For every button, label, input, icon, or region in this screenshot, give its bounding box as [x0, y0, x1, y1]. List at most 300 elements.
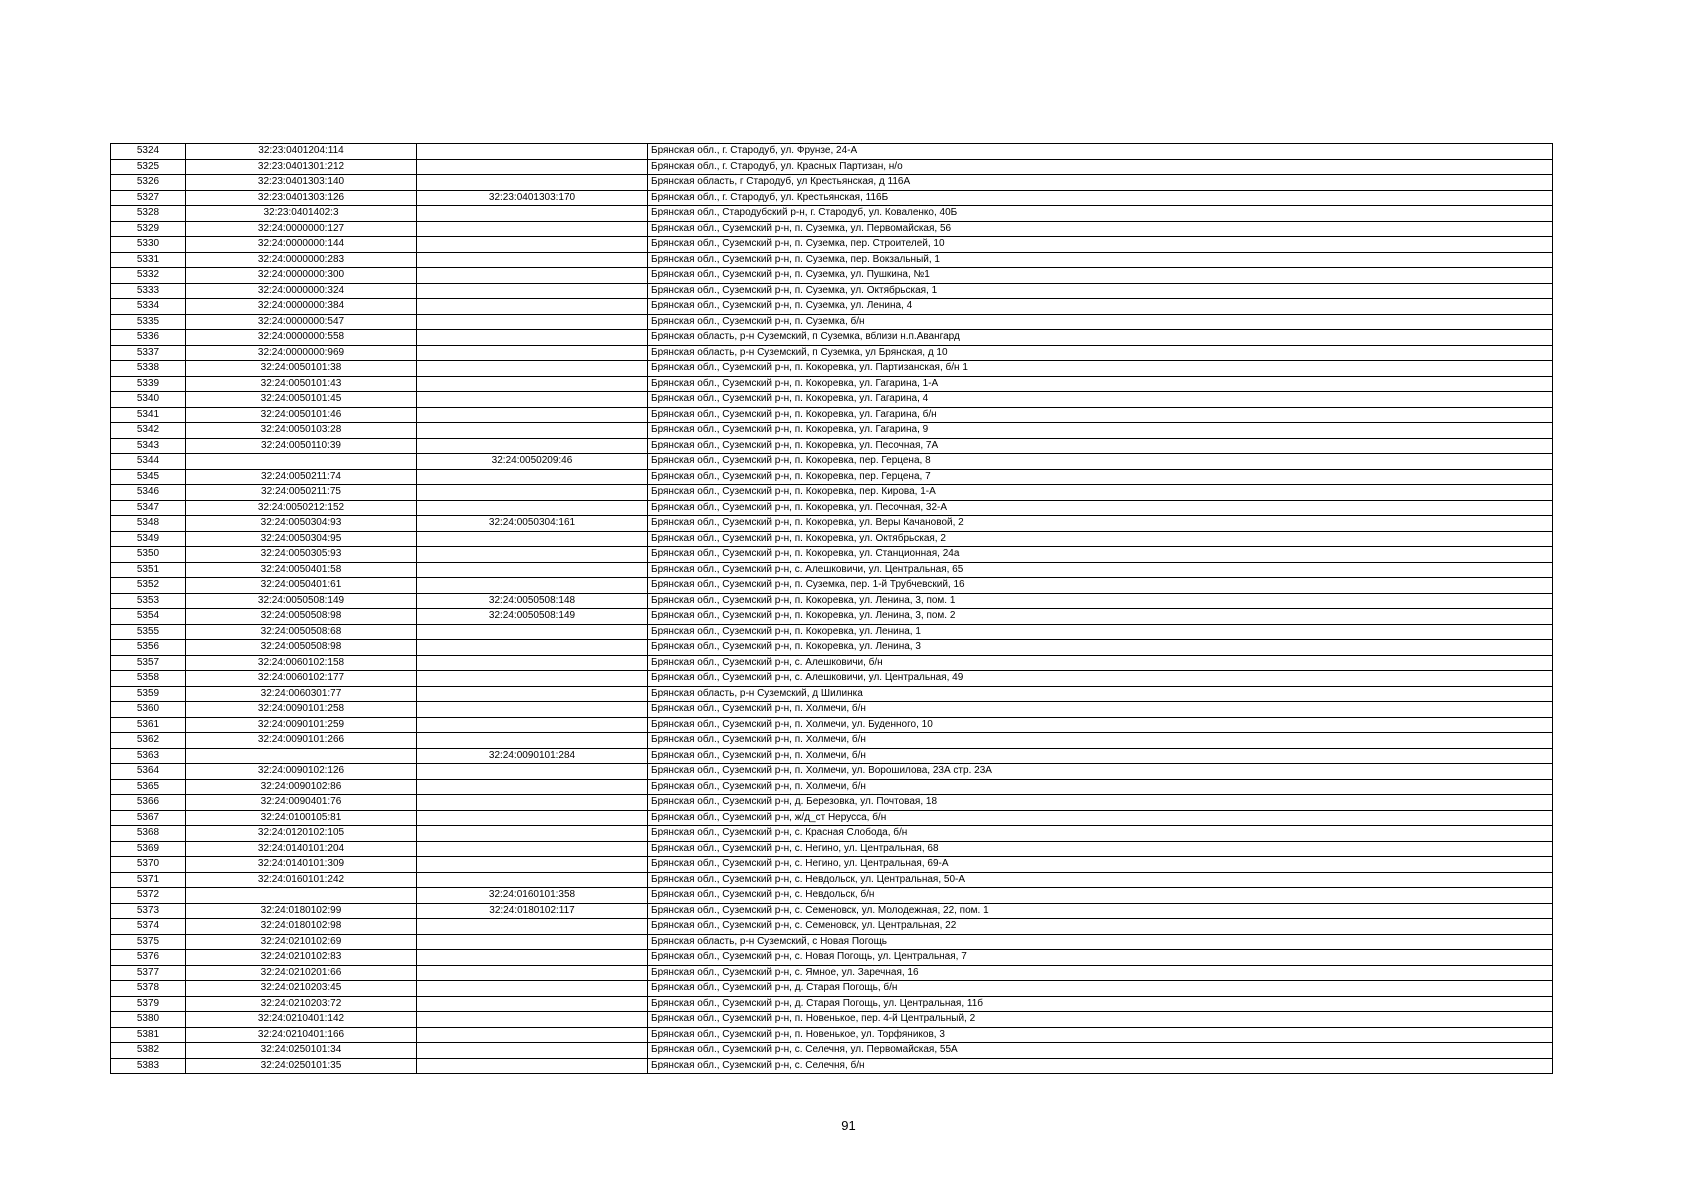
table-row	[111, 640, 1553, 656]
related-cadastral-number-cell	[417, 919, 648, 935]
address-cell: Брянская обл., Суземский р-н, п. Суземка, ул. Октябрьская, 1	[648, 283, 1553, 299]
row-number-cell: 5335	[111, 314, 186, 330]
address-cell: Брянская обл., Суземский р-н, ж/д_ст Неруссa, б/н	[648, 810, 1553, 826]
table-row	[111, 1012, 1553, 1028]
cadastral-number-cell: 32:24:0050508:98	[186, 640, 417, 656]
row-number-cell: 5369	[111, 841, 186, 857]
row-number-cell: 5342	[111, 423, 186, 439]
address-cell: Брянская обл., Суземский р-н, п. Кокоревка, пер. Герцена, 8	[648, 454, 1553, 470]
row-number-cell: 5357	[111, 655, 186, 671]
row-number-cell: 5340	[111, 392, 186, 408]
related-cadastral-number-cell	[417, 392, 648, 408]
related-cadastral-number-cell	[417, 702, 648, 718]
related-cadastral-number-cell	[417, 423, 648, 439]
table-row	[111, 392, 1553, 408]
table-row	[111, 826, 1553, 842]
table-row	[111, 345, 1553, 361]
cadastral-number-cell: 32:24:0090101:266	[186, 733, 417, 749]
related-cadastral-number-cell	[417, 934, 648, 950]
table-row	[111, 779, 1553, 795]
cadastral-number-cell: 32:24:0210102:69	[186, 934, 417, 950]
row-number-cell: 5376	[111, 950, 186, 966]
cadastral-number-cell	[186, 888, 417, 904]
row-number-cell: 5349	[111, 531, 186, 547]
table-row	[111, 593, 1553, 609]
related-cadastral-number-cell: 32:24:0090101:284	[417, 748, 648, 764]
table-row	[111, 903, 1553, 919]
table-row	[111, 252, 1553, 268]
cadastral-number-cell: 32:24:0210203:72	[186, 996, 417, 1012]
row-number-cell: 5346	[111, 485, 186, 501]
row-number-cell: 5338	[111, 361, 186, 377]
table-row	[111, 888, 1553, 904]
table-row	[111, 764, 1553, 780]
table-row	[111, 500, 1553, 516]
address-cell: Брянская обл., Суземский р-н, п. Суземка, ул. Пушкина, №1	[648, 268, 1553, 284]
address-cell: Брянская обл., Суземский р-н, п. Кокоревка, ул. Гагарина, 4	[648, 392, 1553, 408]
row-number-cell: 5326	[111, 175, 186, 191]
cadastral-number-cell: 32:24:0050101:43	[186, 376, 417, 392]
row-number-cell: 5339	[111, 376, 186, 392]
address-cell: Брянская обл., Суземский р-н, с. Ямное, ул. Заречная, 16	[648, 965, 1553, 981]
row-number-cell: 5336	[111, 330, 186, 346]
related-cadastral-number-cell: 32:24:0160101:358	[417, 888, 648, 904]
cadastral-number-cell: 32:24:0000000:300	[186, 268, 417, 284]
table-row	[111, 376, 1553, 392]
cadastral-number-cell: 32:24:0210401:142	[186, 1012, 417, 1028]
table-row	[111, 934, 1553, 950]
address-cell: Брянская обл., Суземский р-н, п. Суземка, пер. Вокзальный, 1	[648, 252, 1553, 268]
row-number-cell: 5356	[111, 640, 186, 656]
table-row	[111, 810, 1553, 826]
cadastral-number-cell: 32:24:0050401:61	[186, 578, 417, 594]
cadastral-number-cell: 32:24:0210203:45	[186, 981, 417, 997]
related-cadastral-number-cell	[417, 1058, 648, 1074]
address-cell: Брянская обл., Суземский р-н, п. Новенькое, пер. 4-й Центральный, 2	[648, 1012, 1553, 1028]
address-cell: Брянская обл., Суземский р-н, п. Холмечи, б/н	[648, 748, 1553, 764]
cadastral-number-cell: 32:24:0210401:166	[186, 1027, 417, 1043]
row-number-cell: 5355	[111, 624, 186, 640]
address-cell: Брянская обл., Суземский р-н, п. Суземка, пер. 1-й Трубчевский, 16	[648, 578, 1553, 594]
row-number-cell: 5363	[111, 748, 186, 764]
related-cadastral-number-cell	[417, 268, 648, 284]
row-number-cell: 5371	[111, 872, 186, 888]
address-cell: Брянская обл., Суземский р-н, п. Кокоревка, ул. Веры Качановой, 2	[648, 516, 1553, 532]
row-number-cell: 5352	[111, 578, 186, 594]
address-cell: Брянская обл., Суземский р-н, п. Холмечи, б/н	[648, 779, 1553, 795]
address-cell: Брянская обл., Суземский р-н, п. Кокоревка, ул. Ленина, 3	[648, 640, 1553, 656]
table-row	[111, 609, 1553, 625]
address-cell: Брянская обл., Суземский р-н, д. Березовка, ул. Почтовая, 18	[648, 795, 1553, 811]
row-number-cell: 5343	[111, 438, 186, 454]
related-cadastral-number-cell	[417, 469, 648, 485]
related-cadastral-number-cell	[417, 624, 648, 640]
address-cell: Брянская обл., Суземский р-н, п. Холмечи, б/н	[648, 733, 1553, 749]
row-number-cell: 5354	[111, 609, 186, 625]
related-cadastral-number-cell	[417, 826, 648, 842]
address-cell: Брянская обл., Суземский р-н, п. Кокоревка, пер. Кирова, 1-А	[648, 485, 1553, 501]
row-number-cell: 5379	[111, 996, 186, 1012]
table-row	[111, 485, 1553, 501]
row-number-cell: 5381	[111, 1027, 186, 1043]
related-cadastral-number-cell	[417, 485, 648, 501]
related-cadastral-number-cell	[417, 578, 648, 594]
table-row	[111, 221, 1553, 237]
cadastral-number-cell: 32:24:0050508:149	[186, 593, 417, 609]
property-table-body	[111, 144, 1553, 1074]
row-number-cell: 5347	[111, 500, 186, 516]
cadastral-number-cell: 32:24:0000000:127	[186, 221, 417, 237]
cadastral-number-cell	[186, 454, 417, 470]
related-cadastral-number-cell	[417, 810, 648, 826]
address-cell: Брянская обл., Суземский р-н, с. Семеновск, ул. Центральная, 22	[648, 919, 1553, 935]
cadastral-number-cell: 32:24:0050101:38	[186, 361, 417, 377]
table-row	[111, 423, 1553, 439]
address-cell: Брянская обл., Суземский р-н, п. Холмечи, ул. Ворошилова, 23А стр. 23А	[648, 764, 1553, 780]
address-cell: Брянская обл., Суземский р-н, с. Селечня, ул. Первомайская, 55А	[648, 1043, 1553, 1059]
table-row	[111, 1043, 1553, 1059]
related-cadastral-number-cell: 32:24:0050508:148	[417, 593, 648, 609]
address-cell: Брянская обл., Суземский р-н, д. Старая Погощь, ул. Центральная, 11б	[648, 996, 1553, 1012]
table-row	[111, 438, 1553, 454]
address-cell: Брянская обл., Суземский р-н, с. Селечня, б/н	[648, 1058, 1553, 1074]
related-cadastral-number-cell	[417, 1043, 648, 1059]
cadastral-number-cell: 32:24:0140101:309	[186, 857, 417, 873]
row-number-cell: 5350	[111, 547, 186, 563]
related-cadastral-number-cell	[417, 221, 648, 237]
table-row	[111, 175, 1553, 191]
cadastral-number-cell: 32:24:0050110:39	[186, 438, 417, 454]
address-cell: Брянская обл., Суземский р-н, с. Негино, ул. Центральная, 69-А	[648, 857, 1553, 873]
row-number-cell: 5330	[111, 237, 186, 253]
cadastral-number-cell: 32:24:0050304:95	[186, 531, 417, 547]
row-number-cell: 5373	[111, 903, 186, 919]
table-row	[111, 469, 1553, 485]
related-cadastral-number-cell: 32:24:0180102:117	[417, 903, 648, 919]
row-number-cell: 5380	[111, 1012, 186, 1028]
related-cadastral-number-cell	[417, 671, 648, 687]
table-row	[111, 872, 1553, 888]
table-row	[111, 330, 1553, 346]
cadastral-number-cell: 32:24:0000000:324	[186, 283, 417, 299]
page-number: 91	[841, 1118, 856, 1133]
cadastral-number-cell: 32:24:0050305:93	[186, 547, 417, 563]
row-number-cell: 5362	[111, 733, 186, 749]
table-row	[111, 733, 1553, 749]
cadastral-number-cell: 32:24:0000000:547	[186, 314, 417, 330]
address-cell: Брянская обл., Суземский р-н, с. Новая Погощь, ул. Центральная, 7	[648, 950, 1553, 966]
cadastral-number-cell: 32:24:0050101:45	[186, 392, 417, 408]
table-row	[111, 547, 1553, 563]
row-number-cell: 5332	[111, 268, 186, 284]
row-number-cell: 5334	[111, 299, 186, 315]
address-cell: Брянская обл., Суземский р-н, с. Красная Слобода, б/н	[648, 826, 1553, 842]
address-cell: Брянская обл., Суземский р-н, п. Суземка, пер. Строителей, 10	[648, 237, 1553, 253]
table-row	[111, 950, 1553, 966]
row-number-cell: 5358	[111, 671, 186, 687]
row-number-cell: 5364	[111, 764, 186, 780]
cadastral-number-cell: 32:24:0090102:126	[186, 764, 417, 780]
related-cadastral-number-cell: 32:24:0050304:161	[417, 516, 648, 532]
row-number-cell: 5344	[111, 454, 186, 470]
table-row	[111, 1058, 1553, 1074]
related-cadastral-number-cell	[417, 857, 648, 873]
cadastral-number-cell: 32:24:0050211:74	[186, 469, 417, 485]
row-number-cell: 5331	[111, 252, 186, 268]
row-number-cell: 5372	[111, 888, 186, 904]
address-cell: Брянская область, г Стародуб, ул Крестьянская, д 116А	[648, 175, 1553, 191]
table-row	[111, 981, 1553, 997]
related-cadastral-number-cell	[417, 640, 648, 656]
cadastral-number-cell: 32:24:0160101:242	[186, 872, 417, 888]
related-cadastral-number-cell	[417, 965, 648, 981]
cadastral-number-cell: 32:24:0180102:99	[186, 903, 417, 919]
table-row	[111, 795, 1553, 811]
row-number-cell: 5329	[111, 221, 186, 237]
address-cell: Брянская обл., Стародубский р-н, г. Стародуб, ул. Коваленко, 40Б	[648, 206, 1553, 222]
address-cell: Брянская область, р-н Суземский, с Новая Погощь	[648, 934, 1553, 950]
related-cadastral-number-cell	[417, 345, 648, 361]
cadastral-number-cell: 32:24:0060102:158	[186, 655, 417, 671]
table-row	[111, 531, 1553, 547]
table-row	[111, 686, 1553, 702]
cadastral-number-cell: 32:24:0060301:77	[186, 686, 417, 702]
related-cadastral-number-cell	[417, 361, 648, 377]
row-number-cell: 5324	[111, 144, 186, 160]
table-row	[111, 655, 1553, 671]
row-number-cell: 5337	[111, 345, 186, 361]
related-cadastral-number-cell	[417, 175, 648, 191]
address-cell: Брянская обл., Суземский р-н, п. Кокоревка, ул. Ленина, 3, пом. 1	[648, 593, 1553, 609]
table-row	[111, 190, 1553, 206]
cadastral-number-cell: 32:24:0050304:93	[186, 516, 417, 532]
row-number-cell: 5375	[111, 934, 186, 950]
address-cell: Брянская область, р-н Суземский, п Суземка, ул Брянская, д 10	[648, 345, 1553, 361]
table-row	[111, 454, 1553, 470]
row-number-cell: 5361	[111, 717, 186, 733]
related-cadastral-number-cell: 32:23:0401303:170	[417, 190, 648, 206]
cadastral-number-cell: 32:24:0090101:259	[186, 717, 417, 733]
related-cadastral-number-cell	[417, 1027, 648, 1043]
table-row	[111, 841, 1553, 857]
related-cadastral-number-cell	[417, 795, 648, 811]
table-row	[111, 314, 1553, 330]
address-cell: Брянская обл., г. Стародуб, ул. Красных Партизан, н/о	[648, 159, 1553, 175]
table-row	[111, 965, 1553, 981]
address-cell: Брянская обл., Суземский р-н, с. Алешковичи, ул. Центральная, 65	[648, 562, 1553, 578]
cadastral-number-cell: 32:24:0000000:144	[186, 237, 417, 253]
table-row	[111, 578, 1553, 594]
related-cadastral-number-cell	[417, 144, 648, 160]
related-cadastral-number-cell	[417, 655, 648, 671]
row-number-cell: 5328	[111, 206, 186, 222]
row-number-cell: 5378	[111, 981, 186, 997]
table-row	[111, 206, 1553, 222]
address-cell: Брянская обл., Суземский р-н, п. Суземка, ул. Ленина, 4	[648, 299, 1553, 315]
related-cadastral-number-cell	[417, 438, 648, 454]
table-row	[111, 516, 1553, 532]
cadastral-number-cell: 32:24:0140101:204	[186, 841, 417, 857]
cadastral-number-cell: 32:24:0050508:68	[186, 624, 417, 640]
related-cadastral-number-cell	[417, 159, 648, 175]
row-number-cell: 5353	[111, 593, 186, 609]
table-row	[111, 562, 1553, 578]
cadastral-number-cell: 32:24:0000000:558	[186, 330, 417, 346]
related-cadastral-number-cell	[417, 996, 648, 1012]
table-row	[111, 283, 1553, 299]
related-cadastral-number-cell	[417, 299, 648, 315]
cadastral-number-cell	[186, 748, 417, 764]
table-row	[111, 671, 1553, 687]
table-row	[111, 299, 1553, 315]
cadastral-number-cell: 32:24:0120102:105	[186, 826, 417, 842]
cadastral-number-cell: 32:24:0000000:969	[186, 345, 417, 361]
row-number-cell: 5327	[111, 190, 186, 206]
table-row	[111, 717, 1553, 733]
table-row	[111, 1027, 1553, 1043]
cadastral-number-cell: 32:24:0050101:46	[186, 407, 417, 423]
address-cell: Брянская обл., Суземский р-н, п. Кокоревка, ул. Октябрьская, 2	[648, 531, 1553, 547]
related-cadastral-number-cell	[417, 779, 648, 795]
related-cadastral-number-cell	[417, 562, 648, 578]
row-number-cell: 5383	[111, 1058, 186, 1074]
address-cell: Брянская обл., г. Стародуб, ул. Крестьянская, 116Б	[648, 190, 1553, 206]
address-cell: Брянская обл., Суземский р-н, п. Суземка, б/н	[648, 314, 1553, 330]
row-number-cell: 5348	[111, 516, 186, 532]
related-cadastral-number-cell	[417, 950, 648, 966]
related-cadastral-number-cell	[417, 841, 648, 857]
cadastral-number-cell: 32:23:0401303:126	[186, 190, 417, 206]
related-cadastral-number-cell	[417, 531, 648, 547]
cadastral-number-cell: 32:24:0050211:75	[186, 485, 417, 501]
address-cell: Брянская обл., Суземский р-н, п. Кокоревка, ул. Песочная, 7А	[648, 438, 1553, 454]
cadastral-number-cell: 32:24:0090102:86	[186, 779, 417, 795]
row-number-cell: 5368	[111, 826, 186, 842]
address-cell: Брянская обл., Суземский р-н, п. Кокоревка, ул. Станционная, 24а	[648, 547, 1553, 563]
row-number-cell: 5367	[111, 810, 186, 826]
row-number-cell: 5360	[111, 702, 186, 718]
cadastral-number-cell: 32:24:0180102:98	[186, 919, 417, 935]
address-cell: Брянская обл., Суземский р-н, с. Алешковичи, б/н	[648, 655, 1553, 671]
address-cell: Брянская обл., Суземский р-н, п. Холмечи, ул. Буденного, 10	[648, 717, 1553, 733]
table-row	[111, 159, 1553, 175]
table-row	[111, 268, 1553, 284]
address-cell: Брянская обл., Суземский р-н, д. Старая Погощь, б/н	[648, 981, 1553, 997]
related-cadastral-number-cell: 32:24:0050209:46	[417, 454, 648, 470]
cadastral-number-cell: 32:23:0401303:140	[186, 175, 417, 191]
table-row	[111, 144, 1553, 160]
related-cadastral-number-cell	[417, 981, 648, 997]
table-row	[111, 919, 1553, 935]
related-cadastral-number-cell	[417, 206, 648, 222]
table-row	[111, 702, 1553, 718]
address-cell: Брянская обл., Суземский р-н, п. Кокоревка, ул. Партизанская, б/н 1	[648, 361, 1553, 377]
row-number-cell: 5370	[111, 857, 186, 873]
cadastral-number-cell: 32:24:0090101:258	[186, 702, 417, 718]
row-number-cell: 5366	[111, 795, 186, 811]
address-cell: Брянская обл., Суземский р-н, п. Кокоревка, ул. Песочная, 32-А	[648, 500, 1553, 516]
table-row	[111, 857, 1553, 873]
address-cell: Брянская обл., Суземский р-н, п. Новенькое, ул. Торфяников, 3	[648, 1027, 1553, 1043]
related-cadastral-number-cell	[417, 872, 648, 888]
cadastral-number-cell: 32:24:0250101:34	[186, 1043, 417, 1059]
row-number-cell: 5377	[111, 965, 186, 981]
row-number-cell: 5345	[111, 469, 186, 485]
row-number-cell: 5359	[111, 686, 186, 702]
address-cell: Брянская обл., Суземский р-н, п. Кокоревка, ул. Ленина, 3, пом. 2	[648, 609, 1553, 625]
related-cadastral-number-cell	[417, 283, 648, 299]
row-number-cell: 5333	[111, 283, 186, 299]
address-cell: Брянская обл., Суземский р-н, п. Кокоревка, ул. Гагарина, 9	[648, 423, 1553, 439]
related-cadastral-number-cell	[417, 252, 648, 268]
cadastral-number-cell: 32:24:0090401:76	[186, 795, 417, 811]
related-cadastral-number-cell	[417, 376, 648, 392]
address-cell: Брянская обл., Суземский р-н, с. Семеновск, ул. Молодежная, 22, пом. 1	[648, 903, 1553, 919]
cadastral-number-cell: 32:24:0060102:177	[186, 671, 417, 687]
related-cadastral-number-cell	[417, 330, 648, 346]
related-cadastral-number-cell	[417, 1012, 648, 1028]
cadastral-number-cell: 32:24:0000000:283	[186, 252, 417, 268]
related-cadastral-number-cell	[417, 733, 648, 749]
related-cadastral-number-cell	[417, 237, 648, 253]
cadastral-number-cell: 32:24:0050103:28	[186, 423, 417, 439]
related-cadastral-number-cell	[417, 547, 648, 563]
table-row	[111, 361, 1553, 377]
address-cell: Брянская обл., Суземский р-н, с. Невдольск, ул. Центральная, 50-А	[648, 872, 1553, 888]
related-cadastral-number-cell	[417, 764, 648, 780]
row-number-cell: 5341	[111, 407, 186, 423]
cadastral-number-cell: 32:24:0210102:83	[186, 950, 417, 966]
address-cell: Брянская обл., Суземский р-н, с. Негино, ул. Центральная, 68	[648, 841, 1553, 857]
row-number-cell: 5365	[111, 779, 186, 795]
address-cell: Брянская область, р-н Суземский, д Шилинка	[648, 686, 1553, 702]
address-cell: Брянская обл., Суземский р-н, п. Кокоревка, ул. Ленина, 1	[648, 624, 1553, 640]
related-cadastral-number-cell: 32:24:0050508:149	[417, 609, 648, 625]
address-cell: Брянская обл., Суземский р-н, с. Невдольск, б/н	[648, 888, 1553, 904]
address-cell: Брянская обл., Суземский р-н, п. Кокоревка, пер. Герцена, 7	[648, 469, 1553, 485]
address-cell: Брянская область, р-н Суземский, п Суземка, вблизи н.п.Авангард	[648, 330, 1553, 346]
cadastral-number-cell: 32:24:0050212:152	[186, 500, 417, 516]
address-cell: Брянская обл., Суземский р-н, п. Суземка, ул. Первомайская, 56	[648, 221, 1553, 237]
row-number-cell: 5374	[111, 919, 186, 935]
address-cell: Брянская обл., г. Стародуб, ул. Фрунзе, 24-А	[648, 144, 1553, 160]
table-row	[111, 748, 1553, 764]
table-row	[111, 237, 1553, 253]
row-number-cell: 5351	[111, 562, 186, 578]
table-row	[111, 407, 1553, 423]
related-cadastral-number-cell	[417, 314, 648, 330]
cadastral-number-cell: 32:24:0050508:98	[186, 609, 417, 625]
cadastral-number-cell: 32:23:0401301:212	[186, 159, 417, 175]
row-number-cell: 5325	[111, 159, 186, 175]
address-cell: Брянская обл., Суземский р-н, п. Кокоревка, ул. Гагарина, 1-А	[648, 376, 1553, 392]
address-cell: Брянская обл., Суземский р-н, с. Алешковичи, ул. Центральная, 49	[648, 671, 1553, 687]
cadastral-number-cell: 32:24:0100105:81	[186, 810, 417, 826]
cadastral-number-cell: 32:24:0050401:58	[186, 562, 417, 578]
property-table	[110, 143, 1553, 1074]
address-cell: Брянская обл., Суземский р-н, п. Кокоревка, ул. Гагарина, б/н	[648, 407, 1553, 423]
cadastral-number-cell: 32:23:0401204:114	[186, 144, 417, 160]
row-number-cell: 5382	[111, 1043, 186, 1059]
cadastral-number-cell: 32:24:0250101:35	[186, 1058, 417, 1074]
table-row	[111, 996, 1553, 1012]
related-cadastral-number-cell	[417, 686, 648, 702]
address-cell: Брянская обл., Суземский р-н, п. Холмечи, б/н	[648, 702, 1553, 718]
cadastral-number-cell: 32:24:0000000:384	[186, 299, 417, 315]
related-cadastral-number-cell	[417, 407, 648, 423]
cadastral-number-cell: 32:23:0401402:3	[186, 206, 417, 222]
table-row	[111, 624, 1553, 640]
